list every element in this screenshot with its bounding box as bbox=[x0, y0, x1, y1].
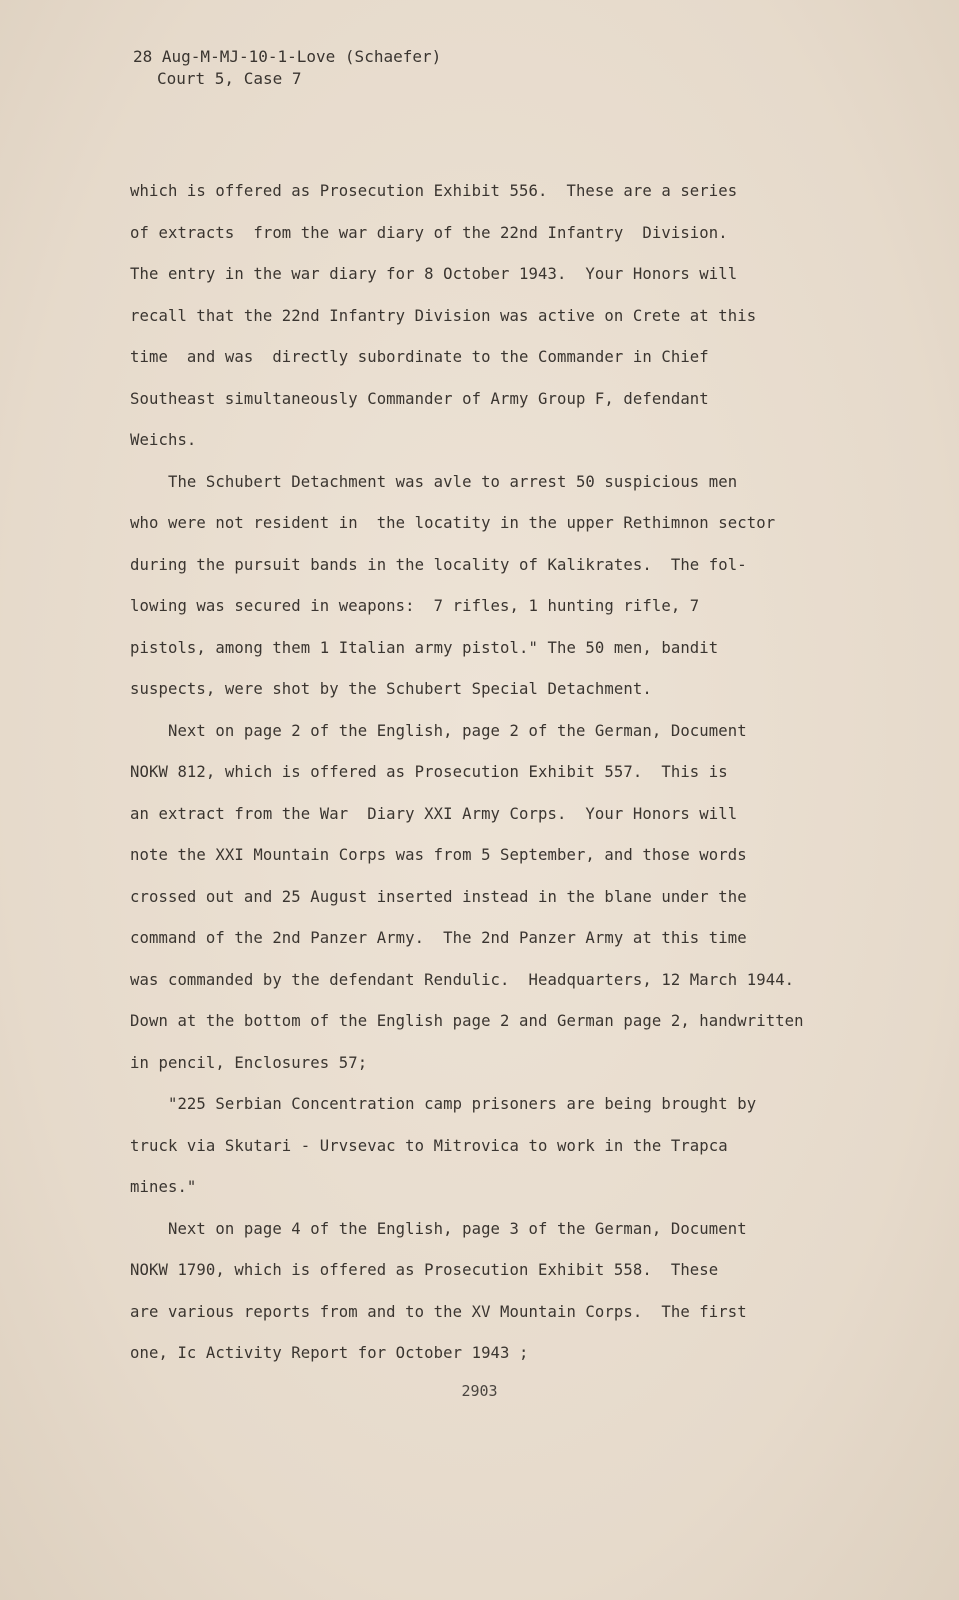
header-court-line: Court 5, Case 7 bbox=[157, 69, 302, 88]
body-line: of extracts from the war diary of the 22nd Infantry Division. bbox=[130, 223, 728, 242]
body-line: command of the 2nd Panzer Army. The 2nd Panzer Army at this time bbox=[130, 929, 747, 947]
body-line: lowing was secured in weapons: 7 rifles, 1 hunting rifle, 7 bbox=[130, 597, 700, 615]
body-line: "225 Serbian Concentration camp prisoners are being brought by bbox=[130, 1095, 757, 1113]
body-line: in pencil, Enclosures 57; bbox=[130, 1053, 368, 1072]
body-line: Southeast simultaneously Commander of Army Group F, defendant bbox=[130, 389, 709, 408]
body-line: NOKW 812, which is offered as Prosecution Exhibit 557. This is bbox=[130, 763, 728, 781]
body-line: are various reports from and to the XV Mountain Corps. The first bbox=[130, 1302, 747, 1321]
transcript-body bbox=[130, 171, 850, 1375]
document-header bbox=[133, 46, 441, 90]
page-number: 2903 bbox=[461, 1382, 498, 1400]
body-line: NOKW 1790, which is offered as Prosecution Exhibit 558. These bbox=[130, 1261, 719, 1279]
body-line: during the pursuit bands in the locality of Kalikrates. The fol- bbox=[130, 555, 747, 574]
body-line: The entry in the war diary for 8 October 1943. Your Honors will bbox=[130, 265, 738, 283]
body-line: time and was directly subordinate to the Commander in Chief bbox=[130, 348, 709, 366]
body-line: Next on page 4 of the English, page 3 of the German, Document bbox=[130, 1219, 747, 1238]
body-line: which is offered as Prosecution Exhibit 556. These are a series bbox=[130, 182, 738, 200]
body-line: recall that the 22nd Infantry Division was active on Crete at this bbox=[130, 306, 757, 325]
body-line: an extract from the War Diary XXI Army Corps. Your Honors will bbox=[130, 804, 738, 823]
body-line: who were not resident in the locatity in the upper Rethimnon sector bbox=[130, 514, 776, 532]
body-line: suspects, were shot by the Schubert Special Detachment. bbox=[130, 680, 652, 698]
body-line: pistols, among them 1 Italian army pistol." The 50 men, bandit bbox=[130, 638, 719, 657]
body-line: mines." bbox=[130, 1178, 197, 1196]
body-line: The Schubert Detachment was avle to arrest 50 suspicious men bbox=[130, 472, 738, 491]
body-line: Down at the bottom of the English page 2 and German page 2, handwritten bbox=[130, 1012, 804, 1030]
body-line: one, Ic Activity Report for October 1943 ; bbox=[130, 1344, 529, 1362]
body-line: crossed out and 25 August inserted instead in the blane under the bbox=[130, 887, 747, 906]
body-line: note the XXI Mountain Corps was from 5 September, and those words bbox=[130, 846, 747, 864]
body-line: Next on page 2 of the English, page 2 of the German, Document bbox=[130, 721, 747, 740]
body-line: was commanded by the defendant Rendulic. Headquarters, 12 March 1944. bbox=[130, 970, 795, 989]
body-line: Weichs. bbox=[130, 431, 197, 449]
header-session-line: 28 Aug-M-MJ-10-1-Love (Schaefer) bbox=[133, 47, 442, 66]
body-line: truck via Skutari - Urvsevac to Mitrovica to work in the Trapca bbox=[130, 1136, 728, 1155]
